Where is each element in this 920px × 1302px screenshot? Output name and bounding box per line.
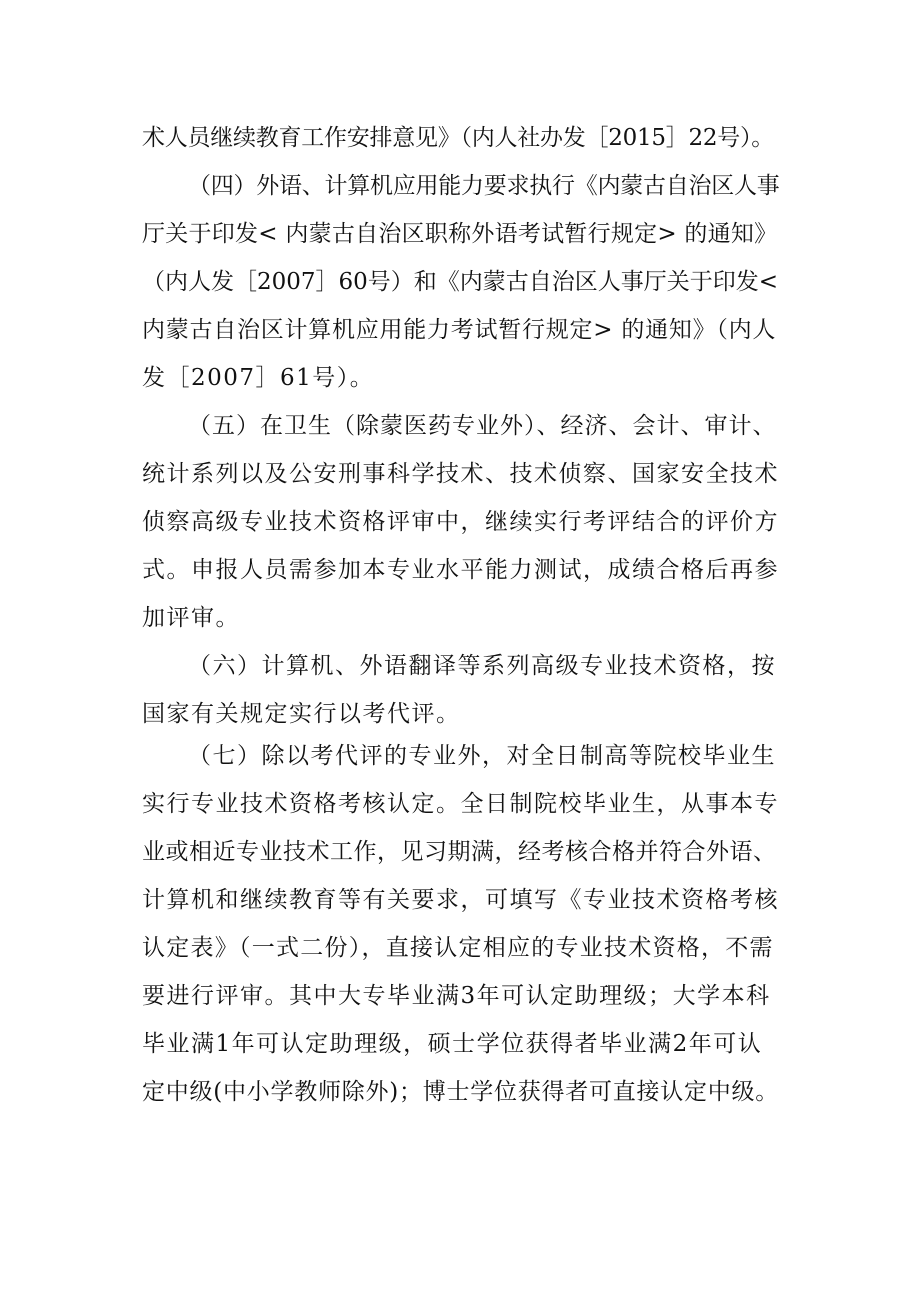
text-line: （五）在卫生（除蒙医药专业外）、经济、会计、审计、 xyxy=(188,413,777,439)
text-line: 发［2007］61号）。 xyxy=(142,365,375,391)
text-line: 式。申报人员需参加本专业水平能力测试，成绩合格后再参 xyxy=(142,557,779,583)
text-line: 认定表》（一式二份），直接认定相应的专业技术资格，不需 xyxy=(142,935,774,961)
text-line: 术人员继续教育工作安排意见》（内人社办发［2015］22号）。 xyxy=(142,125,775,151)
text-line: 要进行评审。其中大专毕业满3年可认定助理级；大学本科 xyxy=(142,983,771,1009)
text-line: 实行专业技术资格考核认定。全日制院校毕业生，从事本专 xyxy=(142,791,779,817)
text-line: （四）外语、计算机应用能力要求执行《内蒙古自治区人事 xyxy=(188,173,780,199)
text-line: 业或相近专业技术工作，见习期满，经考核合格并符合外语、 xyxy=(142,839,777,865)
text-line: （六）计算机、外语翻译等系列高级专业技术资格，按 xyxy=(188,653,776,679)
text-line: （内人发［2007］60号）和《内蒙古自治区人事厅关于印发< xyxy=(142,269,779,295)
text-line: 定中级(中小学教师除外)；博士学位获得者可直接认定中级。 xyxy=(142,1079,779,1105)
text-line: 计算机和继续教育等有关要求，可填写《专业技术资格考核 xyxy=(142,887,779,913)
text-line: 加评审。 xyxy=(142,605,240,631)
text-line: 侦察高级专业技术资格评审中，继续实行考评结合的评价方 xyxy=(142,509,779,535)
text-line: （七）除以考代评的专业外，对全日制高等院校毕业生 xyxy=(188,743,776,769)
text-line: 厅关于印发< 内蒙古自治区职称外语考试暂行规定> 的通知》 xyxy=(142,221,778,247)
text-line: 内蒙古自治区计算机应用能力考试暂行规定> 的通知》（内人 xyxy=(142,317,777,343)
text-line: 国家有关规定实行以考代评。 xyxy=(142,701,461,727)
text-line: 毕业满1年可认定助理级，硕士学位获得者毕业满2年可认 xyxy=(142,1031,763,1057)
text-line: 统计系列以及公安刑事科学技术、技术侦察、国家安全技术 xyxy=(142,461,779,487)
